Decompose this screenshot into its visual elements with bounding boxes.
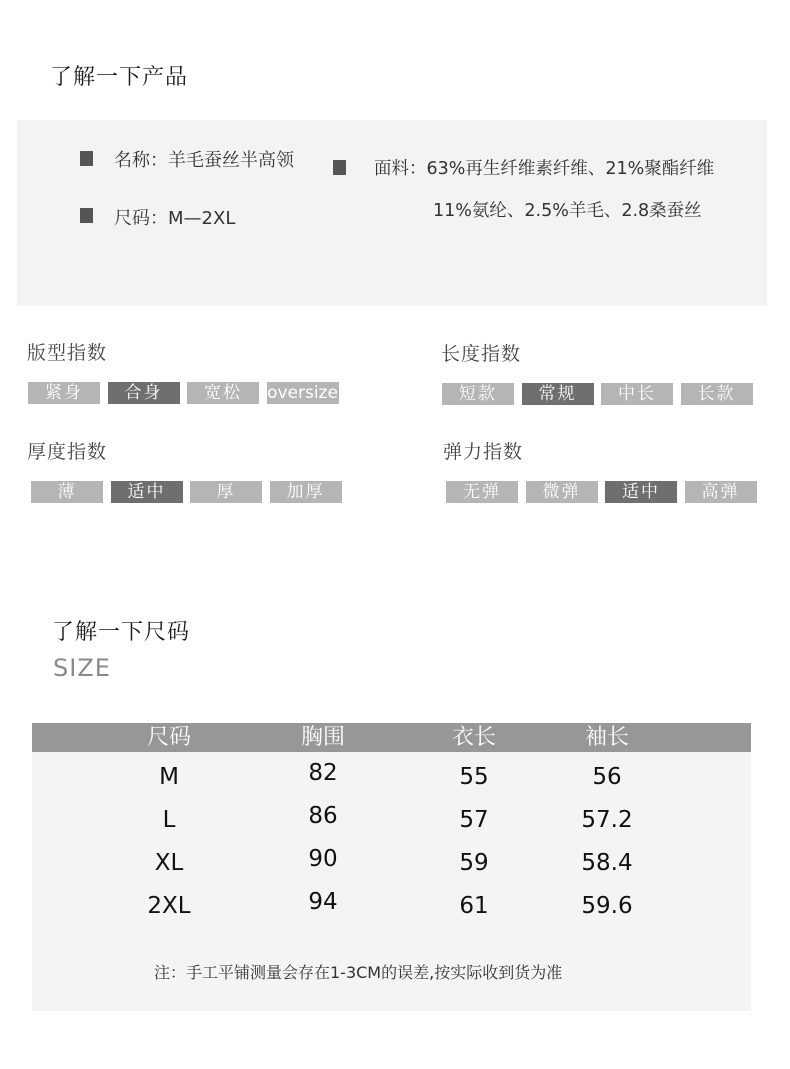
thickness-option-1: 薄 (31, 481, 103, 503)
product-name: 名称：羊毛蚕丝半高领 (114, 150, 294, 171)
size-note: 注：手工平铺测量会存在1-3CM的误差,按实际收到货为准 (154, 963, 563, 982)
product-size-range: 尺码：M—2XL (114, 208, 236, 229)
size-table-cell: 59 (459, 850, 489, 876)
length-option-1: 短款 (442, 383, 514, 405)
elasticity-index-options (446, 481, 758, 503)
size-table-header-cell: 胸围 (300, 725, 345, 750)
size-section-subtitle: SIZE (53, 654, 111, 682)
size-table-cell: 57.2 (581, 807, 633, 833)
bullet-marker (333, 160, 346, 175)
thickness-option-3: 厚 (190, 481, 262, 503)
size-table-header-cell: 衣长 (451, 725, 496, 750)
length-index-title: 长度指数 (441, 343, 522, 365)
size-table-cell: M (159, 764, 179, 790)
size-table-cell: 58.4 (581, 850, 633, 876)
length-option-4: 长款 (681, 383, 753, 405)
length-option-2: 常规 (522, 383, 594, 405)
fit-index-title: 版型指数 (27, 342, 108, 364)
size-table-cell: 94 (308, 889, 338, 915)
size-table-cell: 57 (459, 807, 489, 833)
size-table-cell: 55 (459, 764, 489, 790)
elasticity-option-3: 适中 (605, 481, 677, 503)
length-index-options (442, 383, 754, 405)
size-table-cell: XL (154, 850, 184, 876)
fit-index-options (28, 382, 340, 404)
size-table-cell: 90 (308, 846, 338, 872)
product-section-title: 了解一下产品 (50, 65, 189, 90)
thickness-index-title: 厚度指数 (27, 441, 108, 463)
fit-option-3: 宽松 (187, 382, 259, 404)
elasticity-option-2: 微弹 (526, 481, 598, 503)
product-fabric-line2: 11%氨纶、2.5%羊毛、2.8桑蚕丝 (433, 201, 702, 221)
size-table-cell: L (162, 807, 176, 833)
elasticity-index-title: 弹力指数 (443, 441, 524, 463)
size-table-header-cell: 尺码 (146, 725, 191, 750)
fit-option-2: 合身 (108, 382, 180, 404)
size-table-cell: 2XL (147, 893, 191, 919)
thickness-option-4: 加厚 (270, 481, 342, 503)
bullet-marker (80, 208, 93, 223)
bullet-marker (80, 151, 93, 166)
fit-option-4: oversize (267, 383, 338, 403)
length-option-3: 中长 (601, 383, 673, 405)
size-table-cell: 82 (308, 760, 338, 786)
elasticity-option-1: 无弹 (446, 481, 518, 503)
size-table-header (32, 723, 751, 752)
product-fabric-line1: 面料：63%再生纤维素纤维、21%聚酯纤维 (374, 159, 715, 179)
fit-option-1: 紧身 (28, 382, 100, 404)
size-section-title: 了解一下尺码 (52, 620, 191, 645)
thickness-index-options (31, 481, 343, 503)
size-table-cell: 56 (592, 764, 622, 790)
size-table-header-cell: 袖长 (584, 725, 629, 750)
size-table-cell: 61 (459, 893, 489, 919)
thickness-option-2: 适中 (111, 481, 183, 503)
size-table-cell: 86 (308, 803, 338, 829)
elasticity-option-4: 高弹 (685, 481, 757, 503)
size-table-cell: 59.6 (581, 893, 633, 919)
